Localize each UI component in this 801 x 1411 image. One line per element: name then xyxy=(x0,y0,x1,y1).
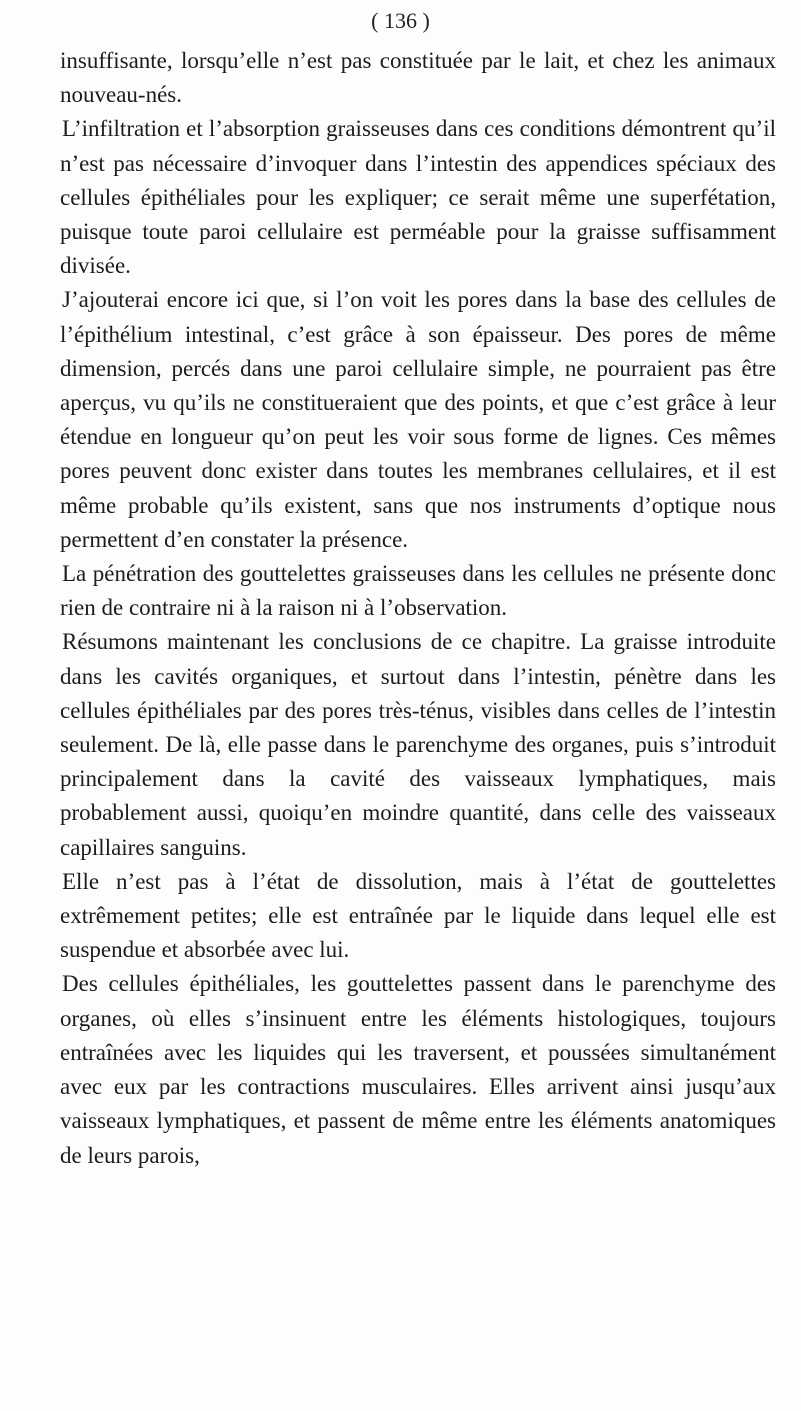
paragraph: Des cellules épithéliales, les gouttelettes passent dans le parenchyme des organes, où elles s’insinuent entre les éléments histologiques, toujours entraînées avec les liquides qui les traversent, et poussées simultanément avec eux par les contractions musculaires. Elles arrivent ainsi jusqu’aux vaisseaux lymphatiques, et passent de même entre les éléments anatomiques de leurs parois, xyxy=(60,971,776,1168)
paragraph: Résumons maintenant les conclusions de ce chapitre. La graisse introduite dans les cavités organiques, et surtout dans l’intestin, pénètre dans les cellules épithéliales par des pores très-ténus, visibles dans celles de l’intestin seulement. De là, elle passe dans le parenchyme des organes, puis s’introduit principalement dans la cavité des vaisseaux lymphatiques, mais probablement aussi, quoiqu’en moindre quantité, dans celle des vaisseaux capillaires sanguins. xyxy=(60,629,776,860)
body-text xyxy=(60,44,776,1173)
page-number: ( 136 ) xyxy=(371,8,430,33)
paragraph: insuffisante, lorsqu’elle n’est pas constituée par le lait, et chez les animaux nouveau-nés. xyxy=(60,48,776,108)
paragraph: L’infiltration et l’absorption graisseuses dans ces conditions démontrent qu’il n’est pas nécessaire d’invoquer dans l’intestin des appendices spéciaux des cellules épithéliales pour les expliquer; ce serait même une superfétation, puisque toute paroi cellulaire est perméable pour la graisse suffisamment divisée. xyxy=(60,116,776,279)
paragraph: J’ajouterai encore ici que, si l’on voit les pores dans la base des cellules de l’épithélium intestinal, c’est grâce à son épaisseur. Des pores de même dimension, percés dans une paroi cellulaire simple, ne pourraient pas être aperçus, vu qu’ils ne constitueraient que des points, et que c’est grâce à leur étendue en longueur qu’on peut les voir sous forme de lignes. Ces mêmes pores peuvent donc exister dans toutes les membranes cellulaires, et il est même probable qu’ils existent, sans que nos instruments d’optique nous permettent d’en constater la présence. xyxy=(60,287,776,552)
paragraph: La pénétration des gouttelettes graisseuses dans les cellules ne présente donc rien de contraire ni à la raison ni à l’observation. xyxy=(60,561,776,621)
paragraph: Elle n’est pas à l’état de dissolution, mais à l’état de gouttelettes extrêmement petites; elle est entraînée par le liquide dans lequel elle est suspendue et absorbée avec lui. xyxy=(60,868,776,963)
